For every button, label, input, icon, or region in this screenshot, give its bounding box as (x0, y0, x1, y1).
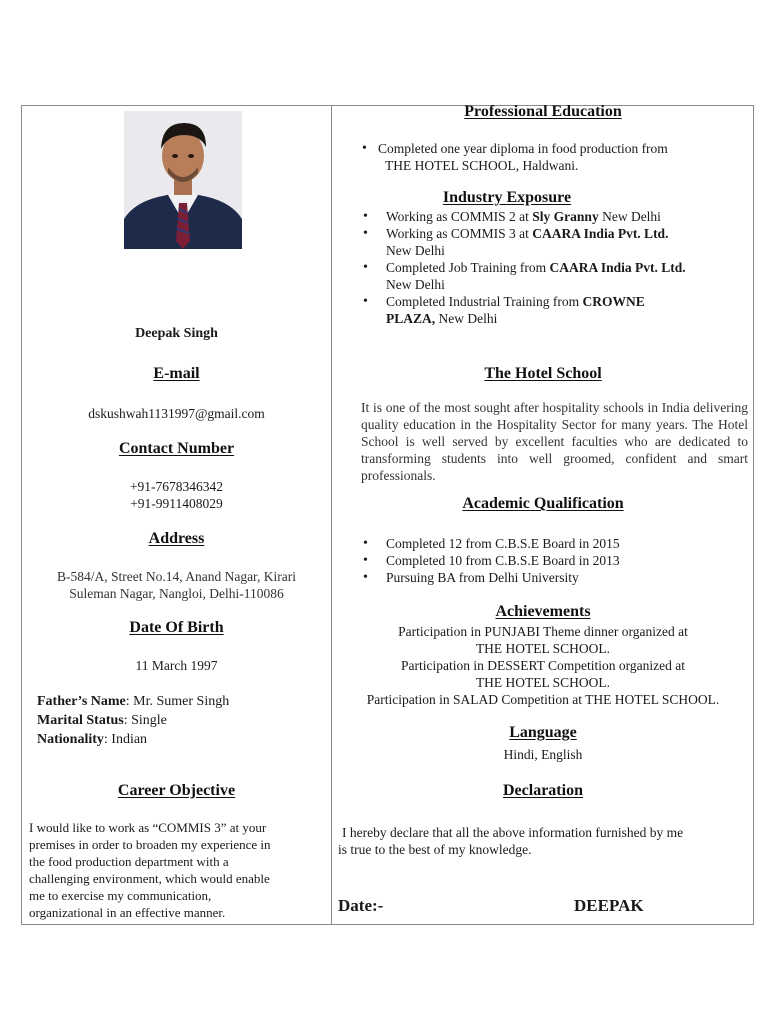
professional-education-heading: Professional Education (464, 103, 622, 120)
signature-name: DEEPAK (574, 896, 644, 915)
industry-exposure-list (361, 208, 751, 327)
father-label: Father’s Name (37, 694, 126, 709)
career-objective-text (29, 819, 329, 921)
marital-label: Marital Status (37, 713, 124, 728)
career-line: premises in order to broaden my experience in (29, 837, 271, 852)
marital-status-row (37, 712, 167, 729)
profile-photo (124, 111, 242, 249)
career-line: the food production department with a (29, 854, 229, 869)
list-item: • Working as COMMIS 2 at Sly Granny New Delhi (361, 208, 751, 225)
industry-exposure-heading: Industry Exposure (442, 189, 572, 206)
list-item: • Working as COMMIS 3 at CAARA India Pvt. Ltd. New Delhi (361, 225, 751, 259)
list-item: • Completed Job Training from CAARA India Pvt. Ltd. New Delhi (361, 259, 751, 293)
academic-list (361, 535, 751, 586)
father-value: : Mr. Sumer Singh (125, 694, 230, 709)
career-line: challenging environment, which would enable (29, 871, 270, 886)
date-label: Date:- (338, 896, 384, 915)
achievement-line: THE HOTEL SCHOOL. (475, 675, 611, 690)
dob-heading: Date Of Birth (129, 619, 224, 636)
achievement-line: Participation in PUNJABI Theme dinner organized at (398, 624, 688, 639)
list-item: • Completed one year diploma in food production from THE HOTEL SCHOOL, Haldwani. (360, 140, 750, 174)
career-line: I would like to work as “COMMIS 3” at your (29, 820, 267, 835)
achievement-line: Participation in SALAD Competition at THE HOTEL SCHOOL. (366, 692, 720, 707)
achievement-line: THE HOTEL SCHOOL. (475, 641, 611, 656)
career-line: me to exercise my communication, (29, 888, 212, 903)
nationality-value: : Indian (103, 732, 148, 747)
phone-2: +91-9911408029 (130, 496, 223, 511)
career-line: organizational in an effective manner. (29, 905, 226, 920)
list-item: • Completed 12 from C.B.S.E Board in 2015 (361, 535, 751, 552)
nationality-row (37, 731, 147, 748)
list-item: • Completed 10 from C.B.S.E Board in 2013 (361, 552, 751, 569)
achievement-line: Participation in DESSERT Competition organized at (400, 658, 686, 673)
declaration-line-1: I hereby declare that all the above information furnished by me (342, 825, 684, 840)
achievements-heading: Achievements (495, 603, 591, 620)
career-objective-heading: Career Objective (117, 782, 236, 799)
hotel-school-text: It is one of the most sought after hospitality schools in India delivering quality education in the Hospitality Sector for many years. The Hotel School is well served by excellent faculties who are dedicated to transforming students into well groomed, confident and smart professionals. (361, 400, 748, 483)
email-value: dskushwah1131997@gmail.com (88, 406, 265, 421)
father-name-row (37, 693, 229, 710)
email-heading: E-mail (153, 365, 200, 382)
achievements-text (332, 623, 754, 708)
academic-heading: Academic Qualification (462, 495, 624, 512)
languages-value: Hindi, English (503, 747, 583, 762)
address-line-2: Suleman Nagar, Nangloi, Delhi-110086 (69, 586, 284, 601)
professional-education-list (360, 140, 750, 174)
candidate-name: Deepak Singh (135, 326, 218, 341)
dob-value: 11 March 1997 (135, 658, 218, 673)
list-item: • Completed Industrial Training from CROWNE PLAZA, New Delhi (361, 293, 751, 327)
list-item: • Pursuing BA from Delhi University (361, 569, 751, 586)
hotel-school-heading: The Hotel School (484, 365, 602, 382)
phone-1: +91-7678346342 (129, 479, 224, 494)
contact-heading: Contact Number (118, 440, 235, 457)
nationality-label: Nationality (37, 732, 104, 747)
declaration-heading: Declaration (503, 782, 583, 799)
column-divider (331, 105, 332, 925)
marital-value: : Single (123, 713, 167, 728)
address-line-1: B-584/A, Street No.14, Anand Nagar, Kirari (56, 569, 297, 584)
address-heading: Address (148, 530, 205, 547)
declaration-line-2: is true to the best of my knowledge. (338, 842, 532, 857)
language-heading: Language (509, 724, 577, 741)
